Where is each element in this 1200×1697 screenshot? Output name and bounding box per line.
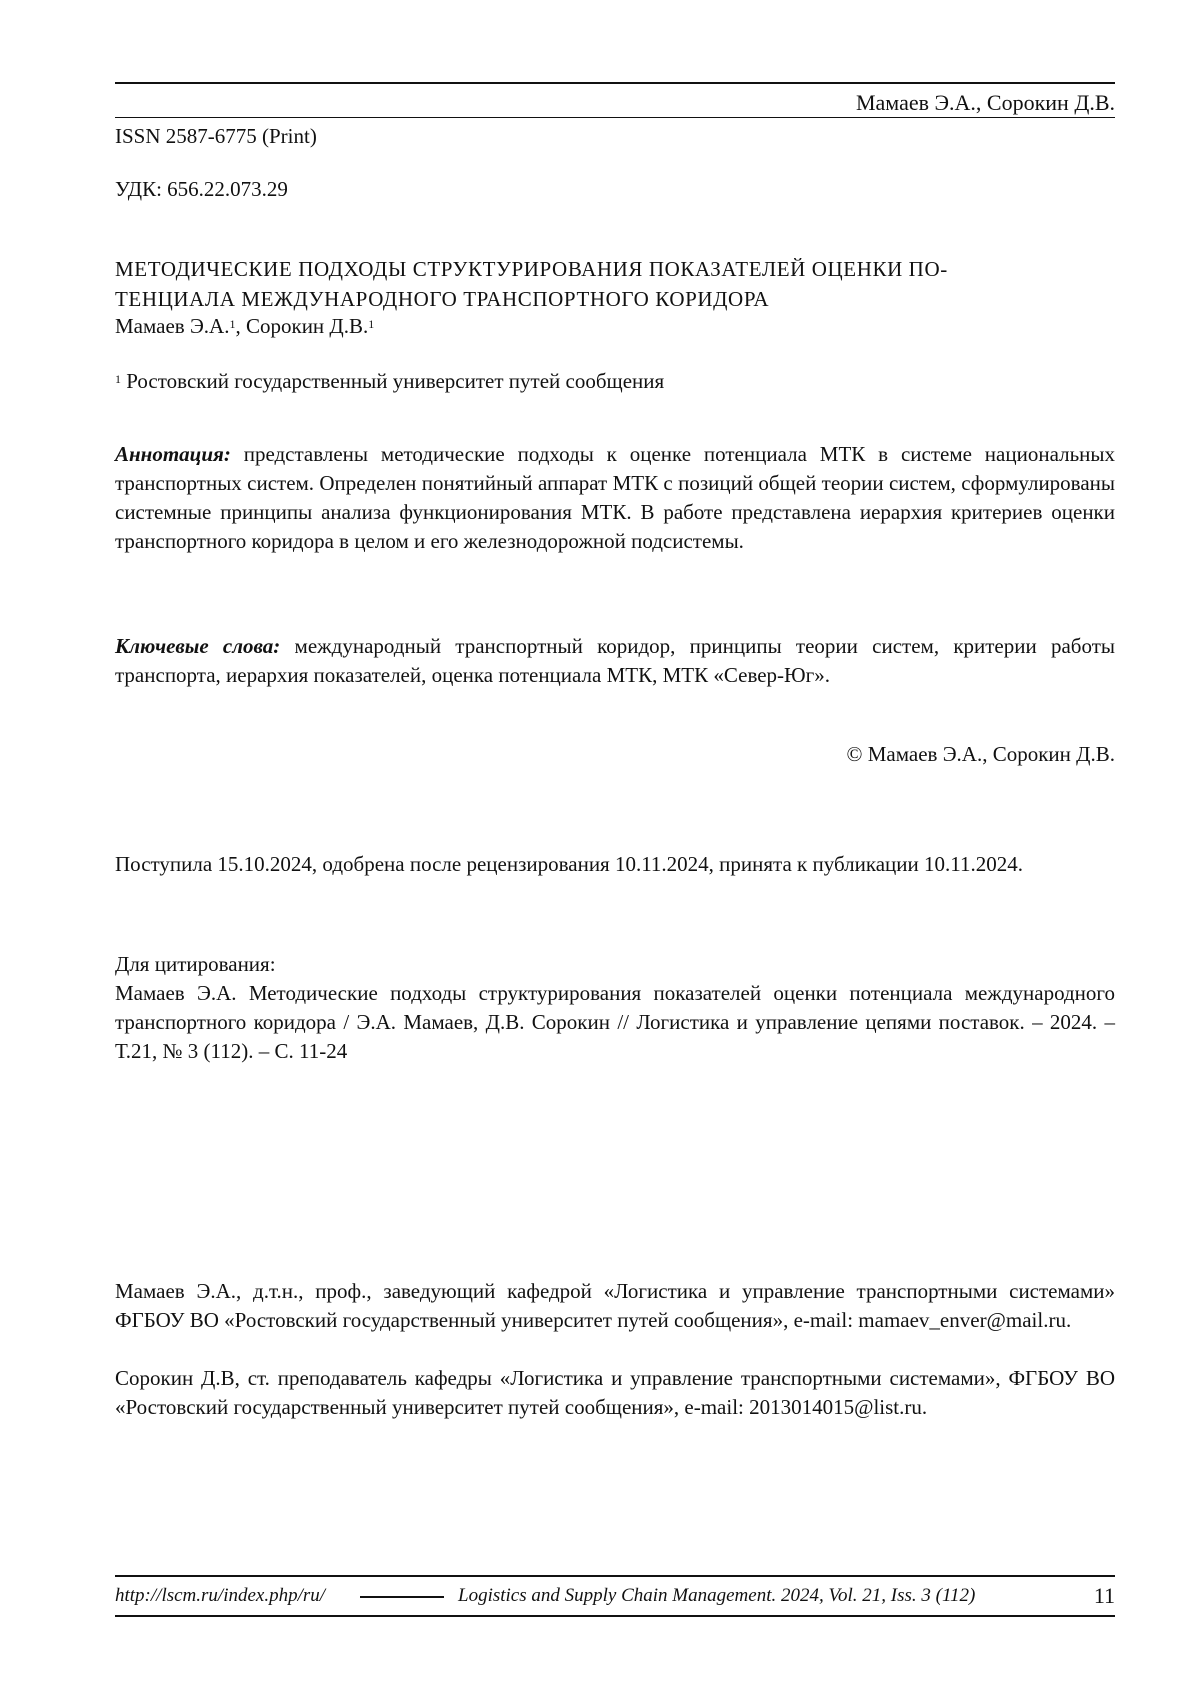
header-rule-top <box>115 82 1115 84</box>
journal-url[interactable]: http://lscm.ru/index.php/ru/ <box>115 1585 326 1606</box>
author-2-affiliation-mark: 1 <box>368 317 375 331</box>
keywords <box>115 632 1115 690</box>
affiliation <box>115 367 1115 396</box>
abstract-label: Аннотация: <box>115 442 231 466</box>
page-footer <box>115 1583 1115 1613</box>
title-line-1: МЕТОДИЧЕСКИЕ ПОДХОДЫ СТРУКТУРИРОВАНИЯ ПОКАЗАТЕЛЕЙ ОЦЕНКИ ПО- <box>115 257 948 281</box>
article-title <box>115 254 1115 314</box>
citation-text: Мамаев Э.А. Методические подходы структурирования показателей оценки потенциала международного транспортного коридора / Э.А. Мамаев, Д.В. Сорокин // Логистика и управление цепями поставок. – 2024. – Т.21, № 3 (112). – С. 11-24 <box>115 981 1115 1063</box>
author-info-2: Сорокин Д.В, ст. преподаватель кафедры «Логистика и управление транспортными системами», ФГБОУ ВО «Ростовский государственный университет путей сообщения», e-mail: 2013014015@list.ru. <box>115 1366 1115 1419</box>
keywords-text: международный транспортный коридор, принципы теории систем, критерии работы транспорта, иерархия показателей, оценка потенциала МТК, МТК «Север-Юг». <box>115 634 1115 687</box>
affiliation-mark: 1 <box>115 372 121 386</box>
author-1: Мамаев Э.А. <box>115 314 230 338</box>
abstract <box>115 440 1115 556</box>
abstract-text: представлены методические подходы к оценке потенциала МТК в системе национальных транспортных систем. Определен понятийный аппарат МТК с позиций общей теории систем, сформулированы системные принципы анализа функционирования МТК. В работе представлена иерархия критериев оценки транспортного коридора в целом и его железнодорожной подсистемы. <box>115 442 1115 553</box>
affiliation-text: Ростовский государственный университет путей сообщения <box>126 369 665 393</box>
author-1-affiliation-mark: 1 <box>229 317 236 331</box>
header-rule-bottom <box>115 117 1115 118</box>
udc: УДК: 656.22.073.29 <box>115 177 288 201</box>
page-number: 11 <box>1093 1583 1115 1608</box>
author-2: Сорокин Д.В. <box>245 314 369 338</box>
footer-dash <box>360 1596 444 1598</box>
citation-label: Для цитирования: <box>115 952 276 976</box>
running-head: Мамаев Э.А., Сорокин Д.В. <box>855 90 1115 115</box>
keywords-label: Ключевые слова: <box>115 634 281 658</box>
title-line-2: ТЕНЦИАЛА МЕЖДУНАРОДНОГО ТРАНСПОРТНОГО КОРИДОРА <box>115 287 770 311</box>
author-info-1: Мамаев Э.А., д.т.н., проф., заведующий кафедрой «Логистика и управление транспортными системами» ФГБОУ ВО «Ростовский государственный университет путей сообщения», e-mail: mamaev_enver@mail.ru. <box>115 1279 1115 1332</box>
author-separator: , <box>235 314 246 338</box>
issn: ISSN 2587-6775 (Print) <box>115 124 317 148</box>
copyright: © Мамаев Э.А., Сорокин Д.В. <box>846 742 1115 766</box>
footer-rule-bottom <box>115 1615 1115 1617</box>
authors-line <box>115 312 1115 341</box>
received-dates: Поступила 15.10.2024, одобрена после рецензирования 10.11.2024, принята к публикации 10.11.2024. <box>115 852 1023 876</box>
journal-page <box>115 80 1115 1640</box>
footer-rule-top <box>115 1575 1115 1577</box>
journal-citation: Logistics and Supply Chain Management. 2024, Vol. 21, Iss. 3 (112) <box>458 1585 976 1606</box>
